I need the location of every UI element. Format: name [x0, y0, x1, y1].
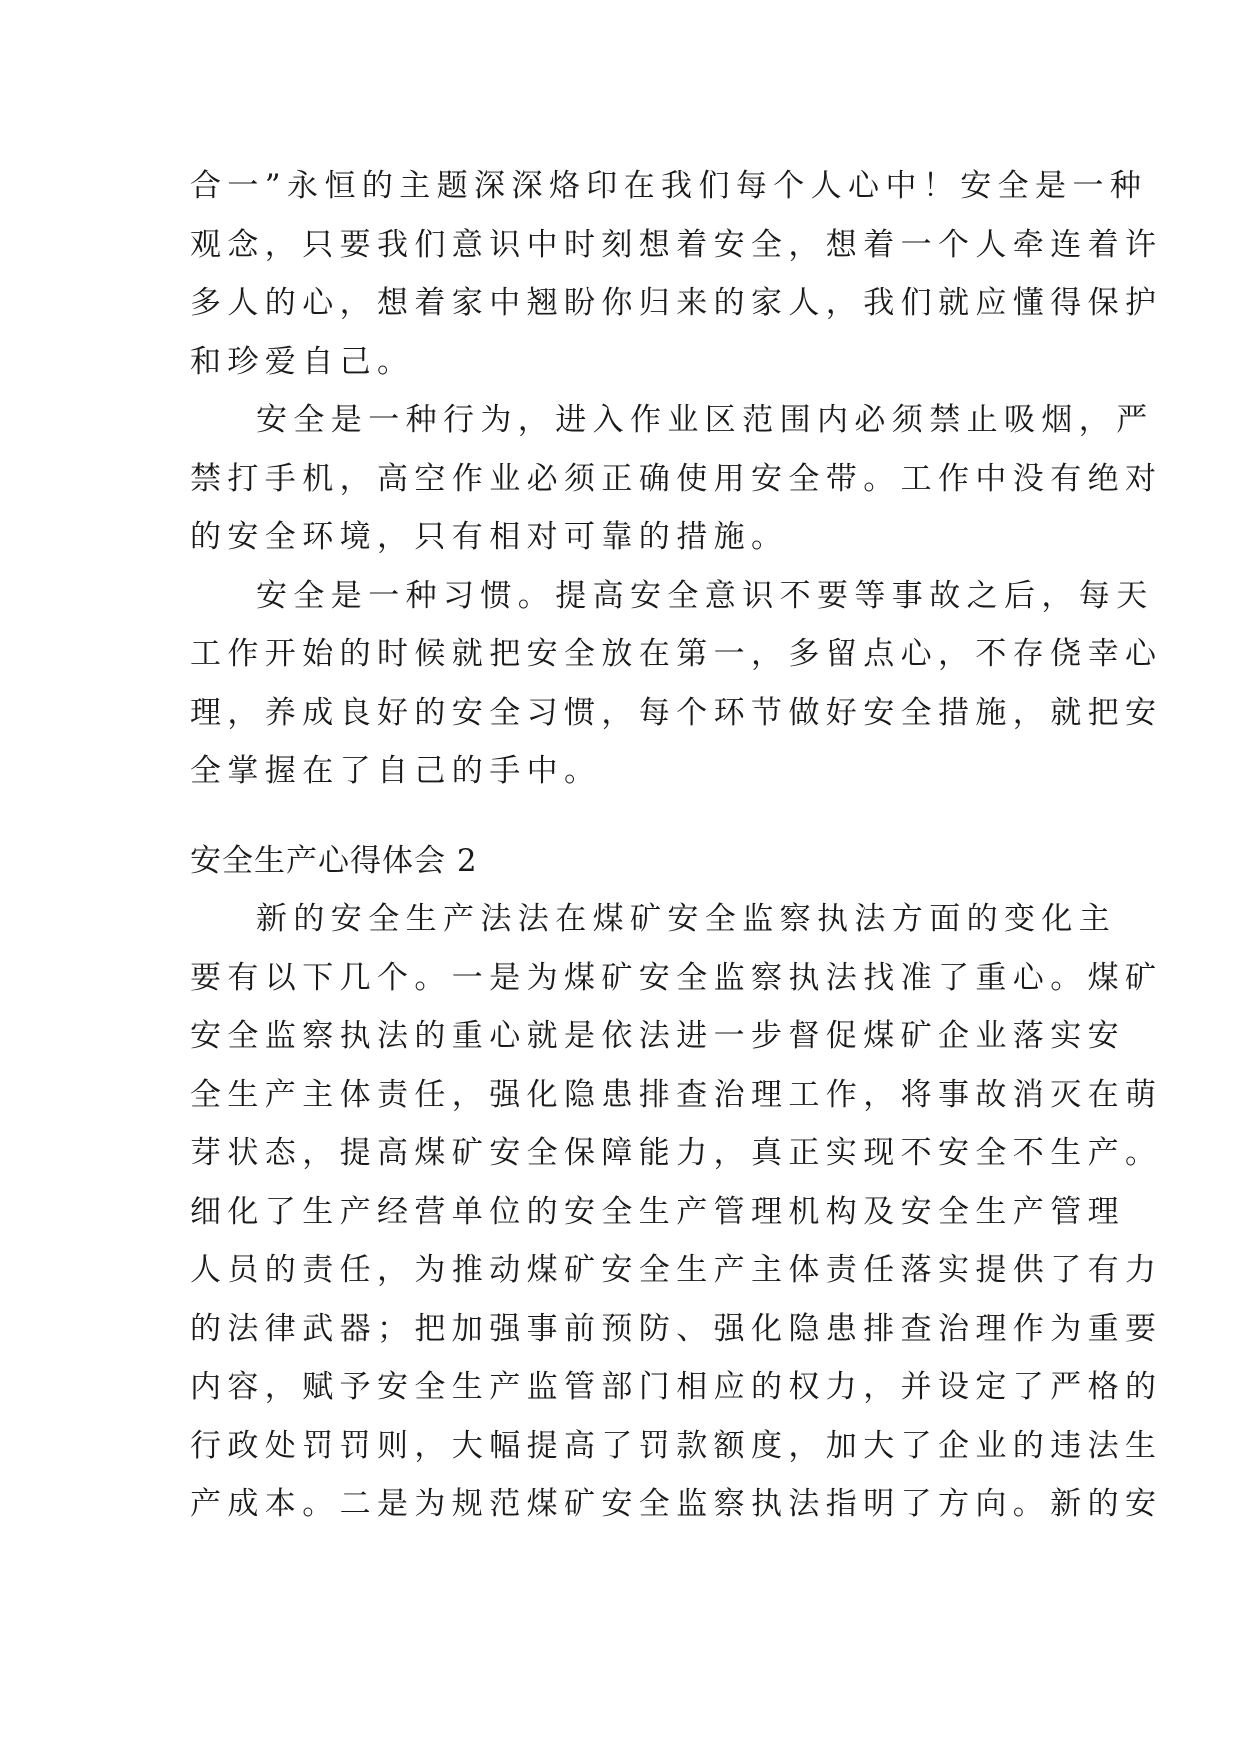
text-line: 的安全环境，只有相对可靠的措施。 [190, 519, 789, 555]
section-heading: 安全生产心得体会 2 [190, 843, 478, 879]
text-line: 芽状态，提高煤矿安全保障能力，真正实现不安全不生产。 [190, 1135, 1163, 1171]
text-line: 细化了生产经营单位的安全生产管理机构及安全生产管理 [190, 1193, 1125, 1230]
text-line: 产成本。二是为规范煤矿安全监察执法指明了方向。新的安 [190, 1486, 1163, 1522]
body-text-continued [190, 157, 1163, 801]
text-line: 行政处罚罚则，大幅提高了罚款额度，加大了企业的违法生 [190, 1427, 1163, 1464]
text-line: 全生产主体责任，强化隐患排查治理工作，将事故消灭在萌 [190, 1076, 1163, 1113]
text-line: 的法律武器；把加强事前预防、强化隐患排查治理作为重要 [190, 1310, 1163, 1347]
text-line: 和珍爱自己。 [190, 343, 415, 380]
text-line: 合一”永恒的主题深深烙印在我们每个人心中！安全是一种 [190, 168, 1148, 204]
text-line: 要有以下几个。一是为煤矿安全监察执法找准了重心。煤矿 [190, 959, 1163, 996]
text-line: 全掌握在了自己的手中。 [190, 753, 602, 789]
section-body [190, 890, 1163, 1534]
text-line: 工作开始的时候就把安全放在第一，多留点心，不存侥幸心 [190, 636, 1163, 672]
text-line: 多人的心，想着家中翘盼你归来的家人，我们就应懂得保护 [190, 285, 1163, 321]
paragraph-first-line: 安全是一种习惯。提高安全意识不要等事故之后，每天 [256, 577, 1154, 614]
text-line: 观念，只要我们意识中时刻想着安全，想着一个人牵连着许 [190, 226, 1163, 263]
paragraph-first-line: 新的安全生产法法在煤矿安全监察执法方面的变化主 [256, 901, 1117, 937]
text-line: 安全监察执法的重心就是依法进一步督促煤矿企业落实安 [190, 1018, 1125, 1054]
text-line: 人员的责任，为推动煤矿安全生产主体责任落实提供了有力 [190, 1252, 1163, 1288]
text-line: 内容，赋予安全生产监管部门相应的权力，并设定了严格的 [190, 1369, 1163, 1405]
text-line: 理，养成良好的安全习惯，每个环节做好安全措施，就把安 [190, 694, 1163, 731]
paragraph-first-line: 安全是一种行为，进入作业区范围内必须禁止吸烟，严 [256, 402, 1154, 438]
text-line: 禁打手机，高空作业必须正确使用安全带。工作中没有绝对 [190, 460, 1163, 497]
